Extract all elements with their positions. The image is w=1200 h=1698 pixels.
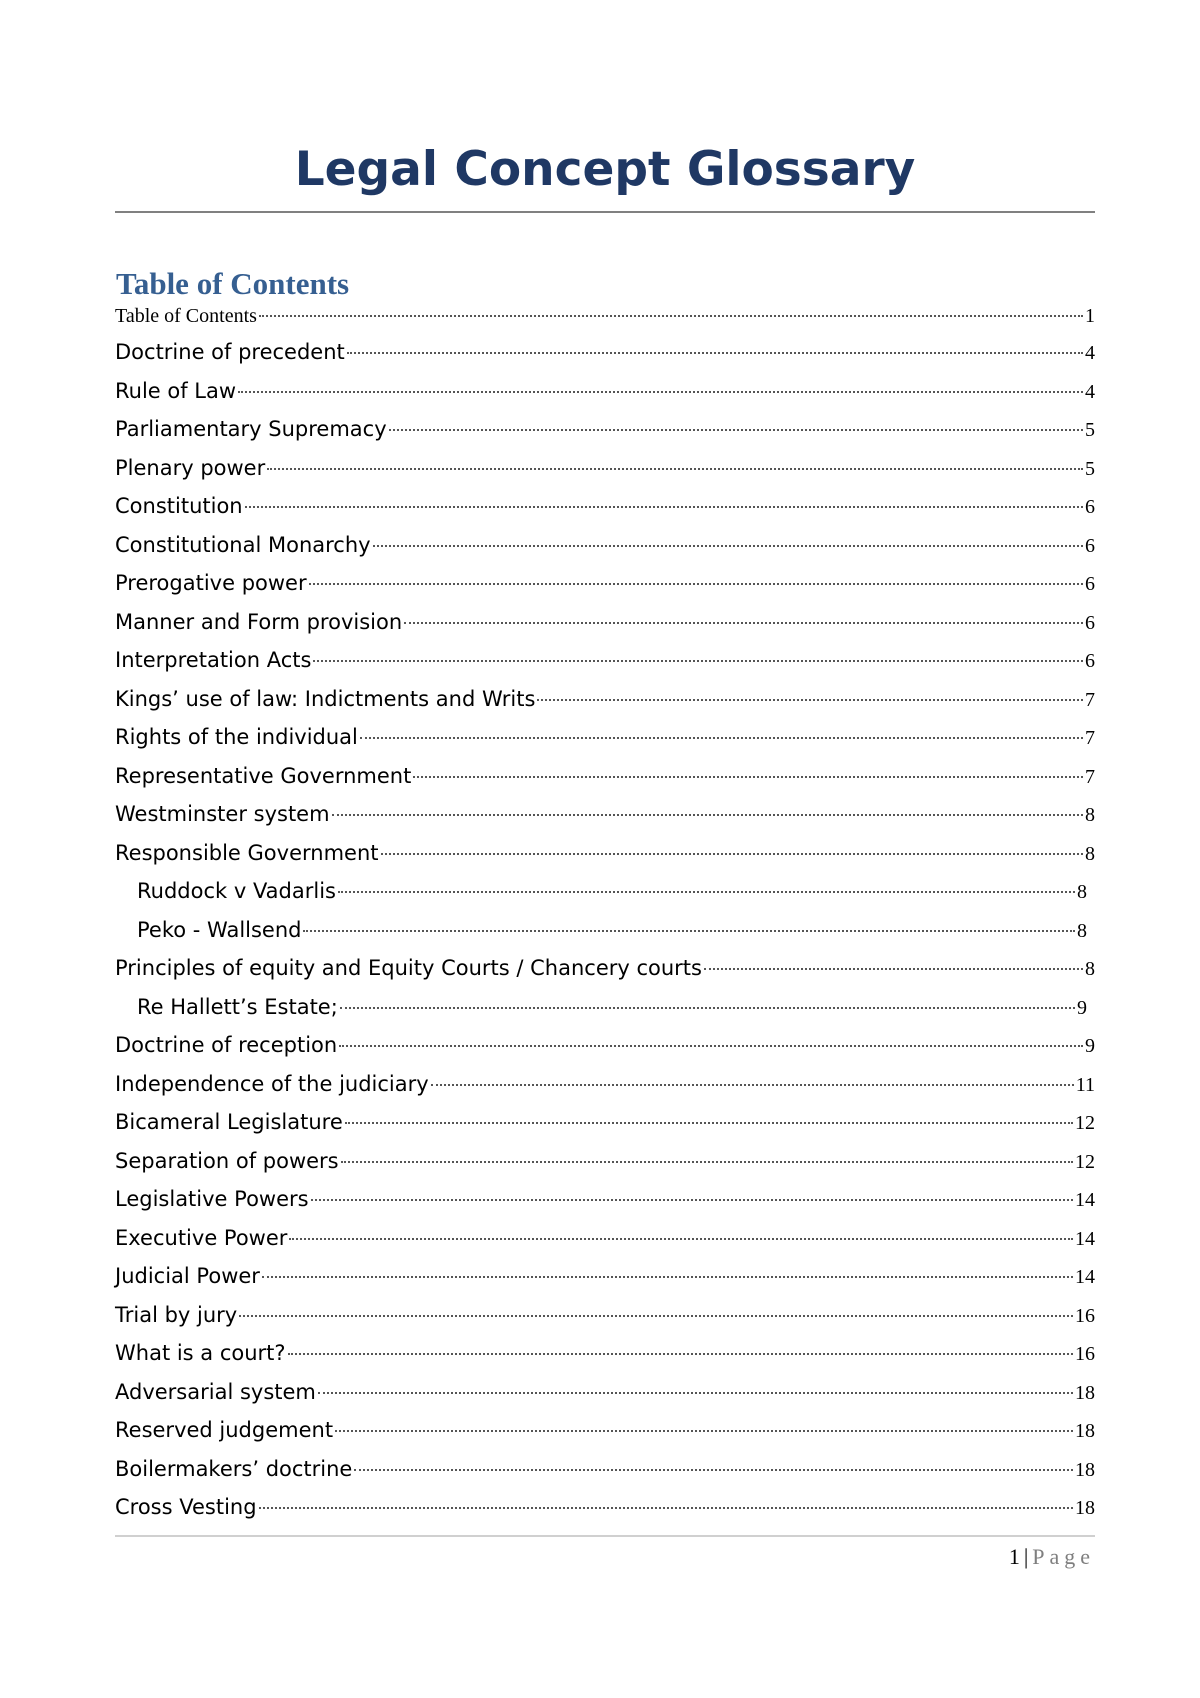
toc-entry-page: 18 bbox=[1075, 1420, 1095, 1442]
toc-dot-leader bbox=[338, 891, 1075, 893]
toc-entry-label: Rights of the individual bbox=[115, 725, 358, 749]
toc-entry-label: Responsible Government bbox=[115, 840, 379, 865]
toc-entry-page: 8 bbox=[1085, 842, 1095, 865]
toc-dot-leader bbox=[340, 1007, 1075, 1009]
toc-entry-label: What is a court? bbox=[115, 1341, 286, 1365]
toc-entry-label: Bicameral Legislature bbox=[115, 1110, 343, 1134]
toc-entry-label: Constitution bbox=[115, 494, 243, 518]
toc-entry-label: Legislative Powers bbox=[115, 1187, 309, 1211]
toc-entry-label: Doctrine of reception bbox=[115, 1033, 338, 1057]
toc-entry-page: 9 bbox=[1077, 996, 1087, 1019]
toc-entry[interactable] bbox=[115, 718, 1095, 757]
toc-entry-page: 14 bbox=[1075, 1266, 1095, 1288]
toc-entry-label: Cross Vesting bbox=[115, 1495, 257, 1519]
toc-dot-leader bbox=[303, 930, 1075, 932]
toc-entry[interactable] bbox=[115, 641, 1095, 680]
toc-entry[interactable] bbox=[115, 680, 1095, 719]
toc-dot-leader bbox=[345, 1122, 1073, 1124]
toc-entry-page: 6 bbox=[1085, 534, 1095, 557]
toc-entry-page: 9 bbox=[1085, 1035, 1095, 1057]
toc-entry[interactable] bbox=[115, 526, 1095, 565]
toc-entry-page: 14 bbox=[1075, 1227, 1095, 1250]
toc-entry-page: 12 bbox=[1075, 1150, 1095, 1173]
toc-entry[interactable] bbox=[115, 949, 1095, 988]
toc-dot-leader bbox=[704, 968, 1083, 970]
toc-entry[interactable] bbox=[115, 299, 1095, 333]
toc-entry-page: 7 bbox=[1085, 688, 1095, 711]
toc-entry-label: Re Hallett’s Estate; bbox=[137, 994, 338, 1019]
toc-entry-label: Ruddock v Vadarlis bbox=[137, 879, 336, 903]
toc-entry-label: Interpretation Acts bbox=[115, 648, 312, 672]
footer-rule bbox=[115, 1535, 1095, 1537]
toc-entry-label: Principles of equity and Equity Courts / Chancery courts bbox=[115, 956, 702, 980]
footer-separator: | bbox=[1023, 1544, 1029, 1569]
toc-entry[interactable] bbox=[115, 1219, 1095, 1258]
toc-entry[interactable] bbox=[115, 834, 1095, 873]
toc-entry-page: 8 bbox=[1085, 958, 1095, 980]
toc-entry-label: Trial by jury bbox=[115, 1302, 238, 1327]
toc-entry-page: 14 bbox=[1075, 1189, 1095, 1211]
toc-entry[interactable] bbox=[115, 1373, 1095, 1412]
toc-dot-leader bbox=[289, 1238, 1073, 1240]
toc-entry-label: Table of Contents bbox=[115, 305, 257, 327]
toc-entry-label: Judicial Power bbox=[115, 1264, 260, 1288]
toc-entry-label: Manner and Form provision bbox=[115, 609, 403, 634]
toc-entry[interactable] bbox=[115, 1296, 1095, 1335]
toc-entry-label: Representative Government bbox=[115, 763, 412, 788]
toc-entry-page: 6 bbox=[1085, 611, 1095, 634]
toc-entry-page: 6 bbox=[1085, 573, 1095, 595]
toc-dot-leader bbox=[431, 1084, 1074, 1086]
toc-entry[interactable] bbox=[115, 1180, 1095, 1219]
toc-entry[interactable] bbox=[115, 1334, 1095, 1373]
toc-dot-leader bbox=[404, 622, 1083, 624]
toc-entry[interactable] bbox=[115, 988, 1087, 1027]
toc-dot-leader bbox=[413, 776, 1083, 778]
toc-entry[interactable] bbox=[115, 1103, 1095, 1142]
toc-entry-label: Constitutional Monarchy bbox=[115, 532, 371, 557]
toc-dot-leader bbox=[259, 315, 1083, 317]
toc-entry[interactable] bbox=[115, 1026, 1095, 1065]
toc-entry[interactable] bbox=[115, 1142, 1095, 1181]
document-page bbox=[115, 0, 1095, 1698]
toc-entry[interactable] bbox=[115, 410, 1095, 449]
toc-entry-page: 12 bbox=[1075, 1112, 1095, 1134]
toc-entry-label: Executive Power bbox=[115, 1225, 288, 1250]
toc-entry[interactable] bbox=[115, 1411, 1095, 1450]
toc-entry[interactable] bbox=[115, 333, 1095, 372]
toc-entry[interactable] bbox=[115, 911, 1087, 950]
toc-entry[interactable] bbox=[115, 872, 1087, 911]
toc-dot-leader bbox=[537, 699, 1083, 701]
toc-entry-label: Westminster system bbox=[115, 802, 330, 826]
toc-entry-label: Doctrine of precedent bbox=[115, 340, 345, 364]
toc-dot-leader bbox=[259, 1507, 1073, 1509]
toc-entry-page: 7 bbox=[1085, 765, 1095, 788]
toc-entry-page: 18 bbox=[1075, 1458, 1095, 1481]
toc-entry-page: 5 bbox=[1085, 457, 1095, 480]
toc-entry-page: 4 bbox=[1085, 342, 1095, 364]
toc-entry[interactable] bbox=[115, 795, 1095, 834]
title-underline bbox=[115, 211, 1095, 213]
toc-dot-leader bbox=[360, 737, 1083, 739]
toc-entry-label: Plenary power bbox=[115, 455, 266, 480]
toc-entry-page: 8 bbox=[1077, 919, 1087, 942]
toc-dot-leader bbox=[309, 583, 1083, 585]
toc-entry-label: Rule of Law bbox=[115, 378, 237, 403]
footer-page-label: Page bbox=[1032, 1544, 1095, 1569]
toc-dot-leader bbox=[381, 853, 1084, 855]
toc-entry-label: Kings’ use of law: Indictments and Writs bbox=[115, 686, 536, 711]
toc-dot-leader bbox=[262, 1276, 1073, 1278]
toc-dot-leader bbox=[267, 468, 1083, 470]
toc-entry-label: Parliamentary Supremacy bbox=[115, 417, 387, 441]
toc-dot-leader bbox=[341, 1161, 1073, 1163]
toc-entry-page: 5 bbox=[1085, 419, 1095, 441]
toc-dot-leader bbox=[311, 1199, 1073, 1201]
toc-entry-page: 8 bbox=[1085, 804, 1095, 826]
toc-entry[interactable] bbox=[115, 487, 1095, 526]
toc-entry-page: 4 bbox=[1085, 380, 1095, 403]
toc-entry[interactable] bbox=[115, 603, 1095, 642]
toc-entry[interactable] bbox=[115, 449, 1095, 488]
toc-entry-page: 18 bbox=[1075, 1497, 1095, 1519]
toc-entry-page: 11 bbox=[1075, 1073, 1095, 1096]
toc-entry-label: Independence of the judiciary bbox=[115, 1071, 429, 1096]
toc-dot-leader bbox=[245, 506, 1083, 508]
toc-entry-label: Reserved judgement bbox=[115, 1418, 334, 1442]
toc-entry[interactable] bbox=[115, 564, 1095, 603]
toc-dot-leader bbox=[347, 352, 1083, 354]
footer-page-number: 1 bbox=[1008, 1544, 1020, 1569]
toc-entry-page: 18 bbox=[1075, 1381, 1095, 1404]
toc-entry-page: 6 bbox=[1085, 650, 1095, 672]
document-title: Legal Concept Glossary bbox=[294, 142, 916, 197]
toc-entry-page: 8 bbox=[1077, 881, 1087, 903]
toc-dot-leader bbox=[238, 391, 1083, 393]
toc-dot-leader bbox=[288, 1353, 1073, 1355]
toc-entry-page: 16 bbox=[1075, 1343, 1095, 1365]
toc-heading: Table of Contents bbox=[116, 266, 350, 301]
toc-dot-leader bbox=[354, 1469, 1073, 1471]
toc-entry-page: 7 bbox=[1085, 727, 1095, 749]
toc-dot-leader bbox=[318, 1392, 1073, 1394]
page-footer bbox=[1009, 1542, 1095, 1572]
table-of-contents bbox=[115, 299, 1095, 1527]
toc-dot-leader bbox=[335, 1430, 1073, 1432]
toc-entry[interactable] bbox=[115, 1065, 1095, 1104]
toc-entry-page: 16 bbox=[1075, 1304, 1095, 1327]
toc-entry[interactable] bbox=[115, 372, 1095, 411]
toc-entry-page: 6 bbox=[1085, 496, 1095, 518]
toc-dot-leader bbox=[373, 545, 1083, 547]
toc-entry-label: Separation of powers bbox=[115, 1148, 339, 1173]
toc-entry[interactable] bbox=[115, 1488, 1095, 1527]
toc-entry-page: 1 bbox=[1085, 305, 1095, 327]
toc-dot-leader bbox=[339, 1045, 1083, 1047]
toc-entry[interactable] bbox=[115, 1257, 1095, 1296]
toc-entry-label: Prerogative power bbox=[115, 571, 307, 595]
toc-dot-leader bbox=[389, 429, 1083, 431]
toc-dot-leader bbox=[332, 814, 1083, 816]
toc-entry-label: Boilermakers’ doctrine bbox=[115, 1456, 353, 1481]
toc-entry-label: Peko - Wallsend bbox=[137, 917, 302, 942]
toc-entry-label: Adversarial system bbox=[115, 1379, 316, 1404]
toc-dot-leader bbox=[239, 1315, 1073, 1317]
toc-entry[interactable] bbox=[115, 757, 1095, 796]
toc-dot-leader bbox=[313, 660, 1083, 662]
toc-entry[interactable] bbox=[115, 1450, 1095, 1489]
